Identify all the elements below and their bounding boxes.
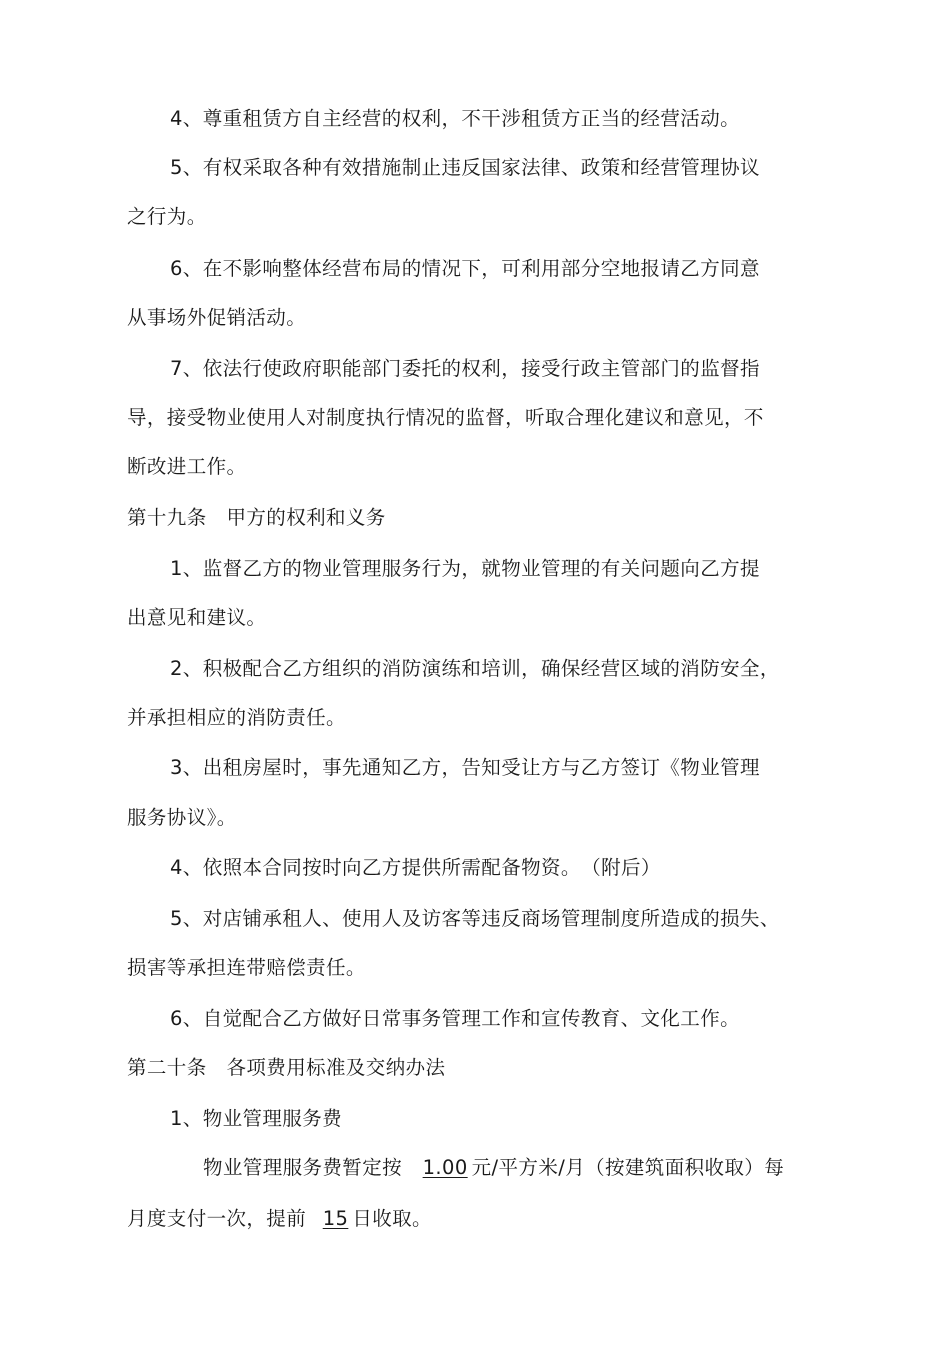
payment-days-value: 15 xyxy=(322,1207,349,1230)
paragraph-line: 5、有权采取各种有效措施制止违反国家法律、政策和经营管理协议 xyxy=(170,156,760,179)
payment-timing-line xyxy=(127,1206,432,1232)
fee-rate-prefix: 物业管理服务费暂定按 xyxy=(203,1156,403,1179)
section-heading: 第十九条 甲方的权利和义务 xyxy=(127,506,386,529)
paragraph-line: 4、尊重租赁方自主经营的权利，不干涉租赁方正当的经营活动。 xyxy=(170,107,741,130)
paragraph-line: 1、物业管理服务费 xyxy=(170,1107,343,1130)
paragraph-line: 3、出租房屋时，事先通知乙方，告知受让方与乙方签订《物业管理 xyxy=(170,756,760,779)
paragraph-line: 服务协议》。 xyxy=(127,806,237,829)
paragraph-line: 导，接受物业使用人对制度执行情况的监督，听取合理化建议和意见，不 xyxy=(127,406,764,429)
fee-rate-value: 1.00 xyxy=(422,1156,468,1179)
paragraph-line: 损害等承担连带赔偿责任。 xyxy=(127,956,366,979)
paragraph-line: 断改进工作。 xyxy=(127,455,247,478)
paragraph-line: 出意见和建议。 xyxy=(127,606,267,629)
paragraph-line: 4、依照本合同按时向乙方提供所需配备物资。 （附后） xyxy=(170,856,661,879)
paragraph-line: 之行为。 xyxy=(127,205,207,228)
paragraph-line: 6、自觉配合乙方做好日常事务管理工作和宣传教育、文化工作。 xyxy=(170,1007,741,1030)
fee-rate-suffix: 元/平方米/月（按建筑面积收取）每 xyxy=(471,1156,785,1179)
fee-rate-line xyxy=(203,1155,784,1181)
section-heading: 第二十条 各项费用标准及交纳办法 xyxy=(127,1056,446,1079)
paragraph-line: 从事场外促销活动。 xyxy=(127,306,307,329)
paragraph-line: 5、对店铺承租人、使用人及访客等违反商场管理制度所造成的损失、 xyxy=(170,907,780,930)
paragraph-line: 7、依法行使政府职能部门委托的权利，接受行政主管部门的监督指 xyxy=(170,357,760,380)
paragraph-line: 并承担相应的消防责任。 xyxy=(127,706,346,729)
paragraph-line: 1、监督乙方的物业管理服务行为，就物业管理的有关问题向乙方提 xyxy=(170,557,760,580)
payment-suffix: 日收取。 xyxy=(352,1207,432,1230)
paragraph-line: 2、积极配合乙方组织的消防演练和培训，确保经营区域的消防安全， xyxy=(170,657,780,680)
paragraph-line: 6、在不影响整体经营布局的情况下，可利用部分空地报请乙方同意 xyxy=(170,257,760,280)
payment-prefix: 月度支付一次，提前 xyxy=(127,1207,307,1230)
